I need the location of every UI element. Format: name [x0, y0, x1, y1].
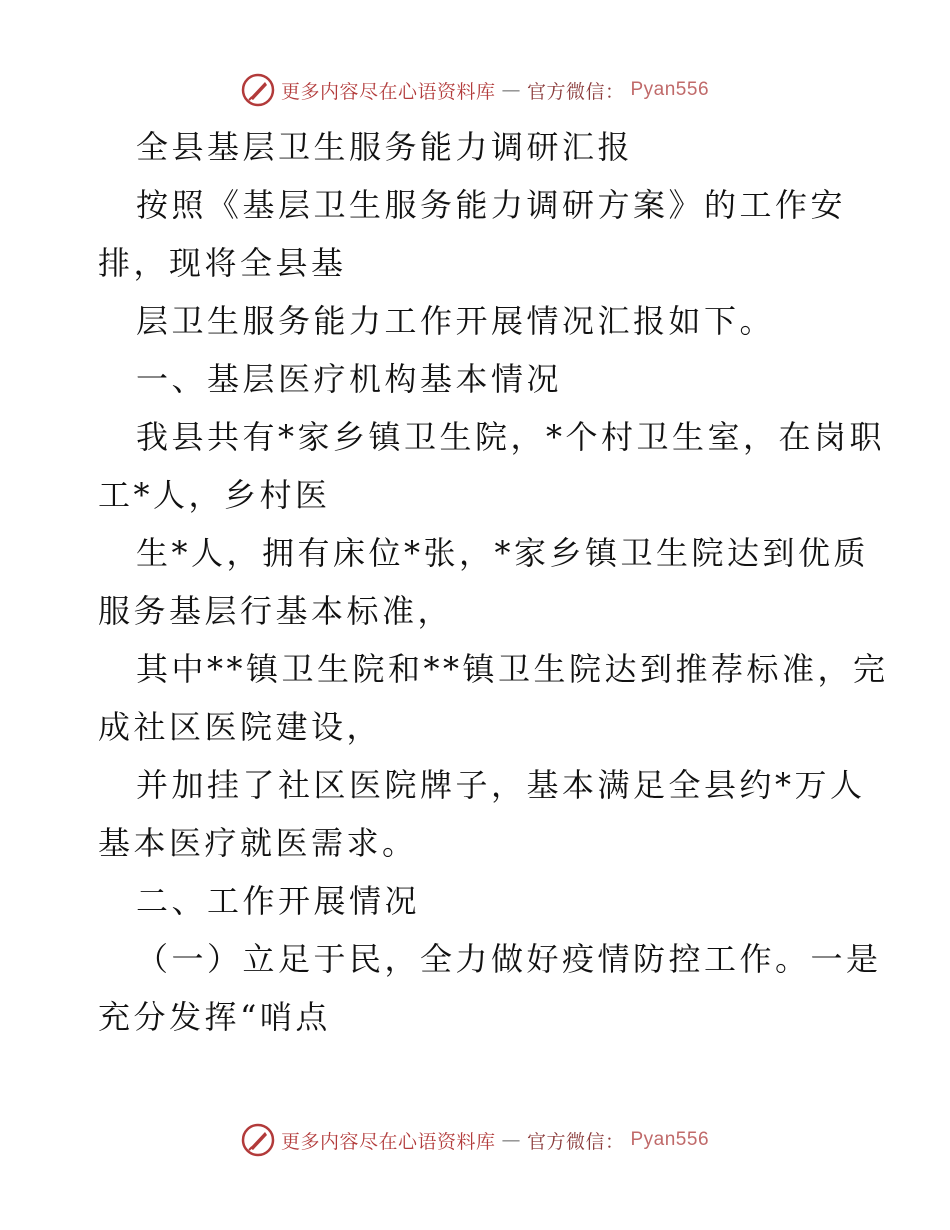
feather-pen-icon: [241, 73, 275, 107]
paragraph-line: 并加挂了社区医院牌子，基本满足全县约*万人: [136, 766, 866, 804]
banner-wechat-label: 官方微信：: [526, 1130, 625, 1153]
section-heading: 二、工作开展情况: [136, 882, 421, 920]
paragraph-line: 基本医疗就医需求。: [98, 824, 418, 862]
paragraph-line: 排，现将全县基: [98, 244, 347, 282]
paragraph-line: 成社区医院建设，: [98, 708, 383, 746]
banner-separator: —: [501, 79, 521, 101]
feather-pen-icon: [241, 1123, 275, 1157]
paragraph-line: 充分发挥“哨点: [98, 998, 331, 1036]
banner-slogan: 更多内容尽在心语资料库: [280, 80, 496, 103]
banner-wechat-id: Pyan556: [630, 79, 710, 100]
banner-separator: —: [501, 1129, 521, 1151]
banner-slogan: 更多内容尽在心语资料库: [280, 1130, 496, 1153]
header-banner: [0, 70, 950, 110]
banner-wechat-id: Pyan556: [630, 1129, 710, 1150]
paragraph-line: （一）立足于民，全力做好疫情防控工作。一是: [136, 940, 882, 978]
paragraph-line: 其中**镇卫生院和**镇卫生院达到推荐标准，完: [136, 650, 889, 688]
paragraph-line: 服务基层行基本标准，: [98, 592, 454, 630]
paragraph-line: 按照《基层卫生服务能力调研方案》的工作安: [136, 186, 847, 224]
paragraph-line: 我县共有*家乡镇卫生院，*个村卫生室，在岗职: [136, 418, 886, 456]
footer-banner: [0, 1120, 950, 1160]
paragraph-line: 生*人，拥有床位*张，*家乡镇卫生院达到优质: [136, 534, 870, 572]
paragraph-line: 层卫生服务能力工作开展情况汇报如下。: [136, 302, 776, 340]
document-title: 全县基层卫生服务能力调研汇报: [136, 128, 634, 166]
banner-wechat-label: 官方微信：: [526, 80, 625, 103]
document-body: [98, 118, 889, 1046]
paragraph-line: 工*人，乡村医: [98, 476, 331, 514]
section-heading: 一、基层医疗机构基本情况: [136, 360, 563, 398]
